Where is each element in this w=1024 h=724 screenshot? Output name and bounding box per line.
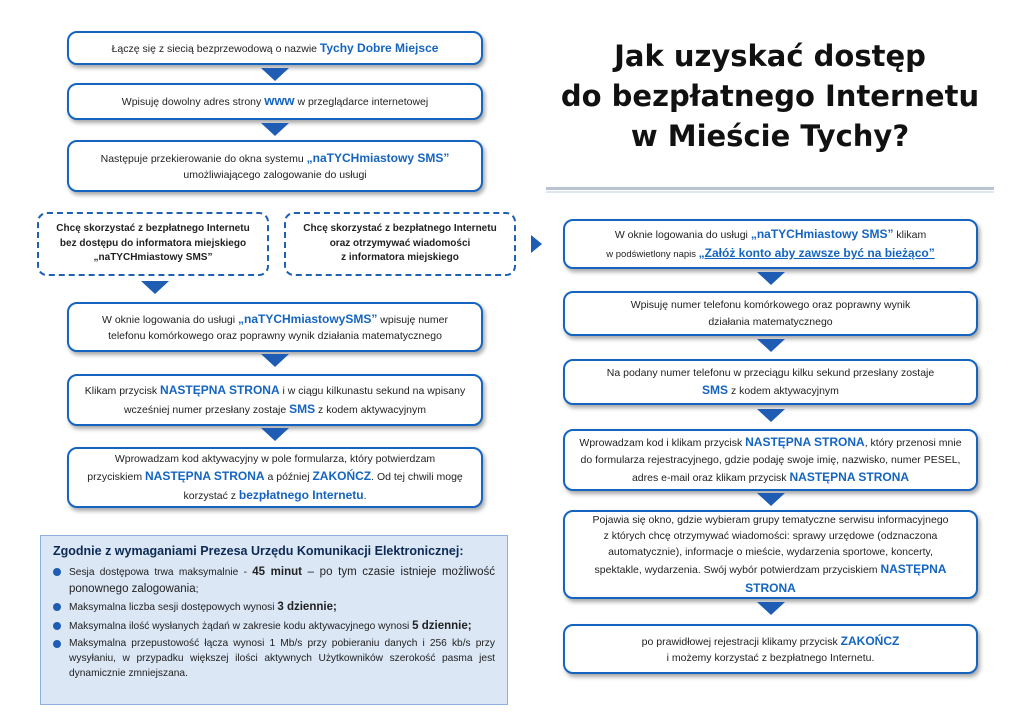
left-step-6-post: . Od tej chwili mogę [371,471,463,484]
session-duration: 45 minut [252,565,302,578]
info-item-1-text: Sesja dostępowa trwa maksymalnie - [69,566,253,578]
left-step-4-post: wpisuję numer [377,313,448,326]
left-step-2-post: w przeglądarce internetowej [294,96,429,109]
right-step-4-post: , który przenosi mnie [864,437,962,450]
right-step-3-line-1: Na podany numer telefonu w przeciągu kilku sekund przesłany zostaje [606,366,935,379]
bullet-icon [53,603,61,611]
right-step-1-text: W oknie logowania do usługi [614,229,751,242]
left-step-5-post: i w ciągu kilkunastu sekund na wpisany [279,385,466,398]
option-b-line-3: z informatora miejskiego [341,252,459,264]
option-with-informator [284,212,516,276]
option-b-line-1: Chcę skorzystać z bezpłatnego Internetu [303,223,497,235]
system-name: „naTYCHmiastowy SMS” [306,150,450,165]
info-item-1-tail: ; [195,584,199,595]
right-step-2-line-2: działania matematycznego [708,315,833,328]
left-step-5-text: Klikam przycisk [84,385,161,398]
left-step-1 [67,31,483,65]
arrow-down-icon [757,602,785,615]
right-step-1 [563,219,978,269]
info-item-3-text: Maksymalna ilość wysłanych żądań w zakresie kodu aktywacyjnego wynosi [69,620,413,632]
next-page-label: NASTĘPNA STRONA [789,470,910,485]
right-step-1-post: klikam [893,229,927,242]
title-line-2: do bezpłatnego Internetu [560,79,980,113]
info-item [53,618,495,635]
network-name: Tychy Dobre Miejsce [319,40,439,55]
arrow-down-icon [261,123,289,136]
bullet-icon [53,568,61,576]
right-step-4-text: Wprowadzam kod i klikam przycisk [579,437,746,450]
right-step-5-line-3: automatycznie), informacje o mieście, wydarzenia sportowe, koncerty, [608,546,933,559]
left-step-6-line-1: Wprowadzam kod aktywacyjny w pole formularza, który potwierdzam [114,452,436,465]
next-page-label-cont: STRONA [745,580,796,595]
option-without-informator [37,212,269,276]
left-step-6-line-3-post: . [363,489,367,502]
right-step-2 [563,291,978,336]
info-item [53,636,495,682]
free-internet-label: bezpłatnego Internetu [238,487,364,502]
sms-label: SMS [289,402,316,416]
left-step-6 [67,447,483,508]
next-page-label: NASTĘPNA [880,562,947,577]
left-step-6-line-3: korzystać z [183,489,239,502]
bullet-icon [53,640,61,648]
arrow-down-icon [261,68,289,81]
codes-per-day: 5 dziennie; [412,619,472,632]
right-step-5-line-4: spektakle, wydarzenia. Swój wybór potwierdzam przyciskiem [594,564,881,577]
right-step-5-line-1: Pojawia się okno, gdzie wybieram grupy tematyczne serwisu informacyjnego [592,513,949,526]
left-step-6-mid: a później [264,471,313,484]
title-divider-shadow [546,191,994,193]
left-step-3 [67,140,483,192]
right-step-3 [563,359,978,405]
left-step-6-line-2: przyciskiem [87,471,146,484]
left-step-2-text: Wpisuję dowolny adres strony [121,96,265,109]
right-step-4 [563,429,978,491]
option-a-line-3: „naTYCHmiastowy SMS” [93,252,213,264]
arrow-down-icon [757,493,785,506]
title-line-1: Jak uzyskać dostęp [614,39,926,73]
sessions-per-day: 3 dziennie; [277,601,337,614]
right-step-1-line-2: w podświetlony napis [606,248,699,260]
option-b-line-2: oraz otrzymywać wiadomości [329,237,471,249]
option-a-line-2: bez dostępu do informatora miejskiego [59,237,247,249]
create-account-link: „Załóż konto aby zawsze być na bieżąco” [698,245,935,260]
arrow-down-icon [141,281,169,294]
arrow-down-icon [757,272,785,285]
info-list [53,564,495,682]
left-step-5-line-2: wcześniej numer przesłany zostaje [123,404,290,416]
sms-label: SMS [702,382,729,397]
arrow-down-icon [757,409,785,422]
left-step-2 [67,83,483,120]
info-item-2-text: Maksymalna liczba sesji dostępowych wynosi [69,602,278,614]
service-name: „naTYCHmiastowySMS” [238,311,378,326]
right-step-5 [563,510,978,599]
left-step-3-line-2: umożliwiającego zalogowanie do usługi [183,169,367,182]
service-name: „naTYCHmiastowy SMS” [750,227,894,242]
left-step-4-line-2: telefonu komórkowego oraz poprawny wynik działania matematycznego [108,330,442,343]
right-step-6-text: po prawidłowej rejestracji klikamy przycisk [641,635,841,648]
title-divider [546,187,994,190]
next-page-label: NASTĘPNA STRONA [145,469,265,484]
bullet-icon [53,622,61,630]
right-step-4-line-3: adres e-mail oraz klikam przycisk [631,472,790,485]
ukе-requirements-panel [40,535,508,705]
right-step-6 [563,624,978,674]
page-title [560,36,980,156]
left-step-3-text: Następuje przekierowanie do okna systemu [100,152,307,165]
right-step-5-line-2: z których chcę otrzymywać wiadomości: sprawy urzędowe (odznaczona [603,529,938,542]
finish-label: ZAKOŃCZ [840,633,900,648]
info-item-1-post: – po tym czasie istnieje możliwość ponownego zalogowania [69,565,496,595]
info-item [53,564,495,599]
arrow-right-icon [531,235,542,253]
arrow-down-icon [757,339,785,352]
right-step-3-line-2: z kodem aktywacyjnym [728,384,839,397]
arrow-down-icon [261,354,289,367]
finish-label: ZAKOŃCZ [312,469,372,484]
info-item [53,599,495,616]
info-heading: Zgodnie z wymaganiami Prezesa Urzędu Komunikacji Elektronicznej: [53,544,464,558]
title-line-3: w Mieście Tychy? [630,119,910,153]
info-item-4-text: Maksymalna przepustowość łącza wynosi 1 Mb/s przy pobieraniu danych i 256 kb/s przy wysyłaniu, w przypadku większej ilości aktywnych Użytkowników szerokość pasma jest dynamicznie zmniejszana. [69,637,495,680]
right-step-2-line-1: Wpisuję numer telefonu komórkowego oraz poprawny wynik [630,299,911,312]
left-step-5-line-2-post: z kodem aktywacyjnym [315,404,427,416]
option-a-line-1: Chcę skorzystać z bezpłatnego Internetu [56,223,250,235]
left-step-5 [67,374,483,426]
left-step-1-text: Łączę się z siecią bezprzewodową o nazwie [111,42,320,55]
arrow-down-icon [261,428,289,441]
next-page-label: NASTĘPNA STRONA [160,383,280,398]
next-page-label: NASTĘPNA STRONA [745,435,865,450]
right-step-4-line-2: do formularza rejestracyjnego, gdzie podaję swoje imię, nazwisko, numer PESEL, [580,453,961,466]
right-step-6-line-2: i możemy korzystać z bezpłatnego Internetu. [666,652,875,665]
left-step-4-text: W oknie logowania do usługi [102,313,238,326]
www-highlight: www [264,93,295,109]
left-step-4 [67,302,483,352]
